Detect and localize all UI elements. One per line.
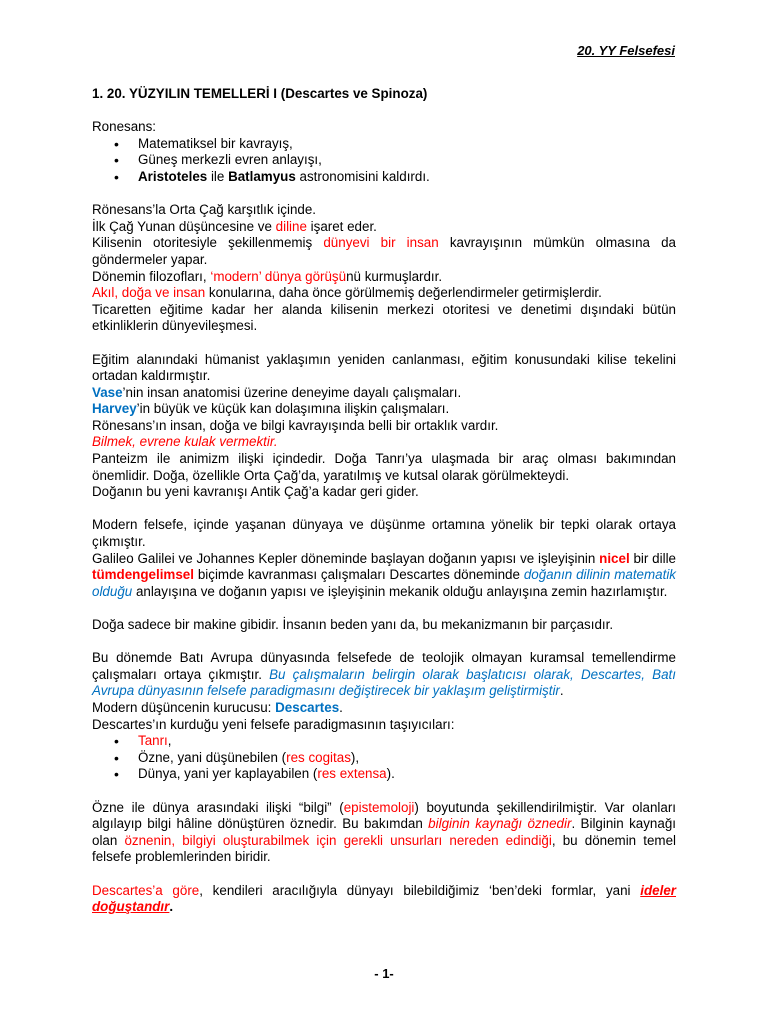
paragraph-innate-ideas: Descartes’a göre, kendileri aracılığıyla dünyayı bilebildiğimiz ‘ben’deki formlar, yani ideler doğuştandır. [92, 882, 676, 915]
paragraph-nature-machine: Doğa sadece bir makine gibidir. İnsanın beden yanı da, bu mekanizmanın bir parçasıdır. [92, 617, 614, 632]
text-line: Ticaretten eğitime kadar her alanda kilisenin merkezi otoritesi ve denetimi dışındaki bütün etkinliklerin dünyevileşmesi. [92, 301, 676, 334]
running-header: 20. YY Felsefesi [577, 43, 675, 58]
text-line: İlk Çağ Yunan düşüncesine ve diline işaret eder. [92, 218, 377, 234]
list-item: • Dünya, yani yer kaplayabilen (res extensa). [92, 766, 676, 783]
text-line: Dönemin filozofları, ‘modern’ dünya görüşünü kurmuşlardır. [92, 268, 443, 284]
paragraph-renaissance [92, 202, 676, 335]
text-line: Vase’nin insan anatomisi üzerine deneyime dayalı çalışmaları. [92, 384, 462, 400]
ronesans-list [92, 136, 676, 186]
text-line: Bilmek, evrene kulak vermektir. [92, 434, 278, 450]
list-item: • Aristoteles ile Batlamyus astronomisini kaldırdı. [92, 169, 676, 186]
list-item: • Matematiksel bir kavrayış, [92, 136, 676, 153]
text-line: Panteizm ile animizm ilişki içindedir. Doğa Tanrı’ya ulaşmada bir araç olması bakımından önemlidir. Doğa, özellikle Orta Çağ’da, yaratılmış ve kutsal olarak görülmekteydi. [92, 451, 676, 483]
text-line: Modern düşüncenin kurucusu: Descartes. [92, 699, 343, 715]
text-line: Modern felsefe, içinde yaşanan dünyaya ve düşünme ortamına yönelik bir tepki olarak ortaya çıkmıştır. [92, 517, 676, 550]
section-title: 1. 20. YÜZYILIN TEMELLERİ I (Descartes ve Spinoza) [92, 86, 428, 101]
text-line: Rönesans’la Orta Çağ karşıtlık içinde. [92, 202, 317, 218]
text-line: Descartes’ın kurduğu yeni felsefe paradigmasının taşıyıcıları: [92, 716, 455, 732]
paragraph-humanism [92, 352, 676, 501]
list-item: • Tanrı, [92, 733, 676, 750]
paragraph-modern-philosophy [92, 517, 676, 600]
text-line: Akıl, doğa ve insan konularına, daha önce görülmemiş değerlendirmeler getirmişlerdir. [92, 285, 602, 301]
paradigm-list [92, 733, 676, 783]
text-line: Doğanın bu yeni kavranışı Antik Çağ’a kadar geri gider. [92, 484, 419, 500]
text-line: Galileo Galilei ve Johannes Kepler döneminde başlayan doğanın yapısı ve işleyişinin nicel bir dille tümdengelimsel biçimde kavranması çalışmaları Descartes döneminde doğanın dilinin matematik olduğu anlayışına ve doğanın yapısı ve işleyişinin mekanik olduğu anlayışına zemin hazırlamıştır. [92, 550, 676, 599]
list-item: • Özne, yani düşünebilen (res cogitas), [92, 750, 676, 767]
paragraph-epistemology: Özne ile dünya arasındaki ilişki “bilgi” (epistemoloji) boyutunda şekillendirilmiştir. Var olanları algılayıp bilgi hâline dönüştüren öznedir. Bu bakımdan bilginin kaynağı öznedir. Bilginin kaynağı olan öznenin, bilgiyi oluşturabilmek için gerekli unsurları nereden edindiği, bu dönemin temel felsefe problemlerinden biridir. [92, 799, 677, 865]
paragraph-descartes [92, 650, 676, 783]
text-line: Rönesans’ın insan, doğa ve bilgi kavrayışında belli bir ortaklık vardır. [92, 417, 499, 433]
ronesans-label: Ronesans: [92, 119, 157, 135]
text-line: Bu dönemde Batı Avrupa dünyasında felsefede de teolojik olmayan kuramsal temellendirme çalışmaları ortaya çıkmıştır. Bu çalışmaların belirgin olarak başlatıcısı olarak, Descartes, Batı Avrupa dünyasının felsefe paradigmasını değiştirecek bir yaklaşım geliştirmiştir. [92, 650, 676, 699]
list-item: • Güneş merkezli evren anlayışı, [92, 152, 676, 169]
text-line: Harvey’in büyük ve küçük kan dolaşımına ilişkin çalışmaları. [92, 401, 450, 417]
page-number: - 1- [374, 966, 394, 981]
text-line: Kilisenin otoritesiyle şekillenmemiş dünyevi bir insan kavrayışının mümkün olmasına da göndermeler yapar. [92, 235, 676, 267]
text-line: Eğitim alanındaki hümanist yaklaşımın yeniden canlanması, eğitim konusundaki kilise tekelini ortadan kaldırmıştır. [92, 351, 676, 384]
document-body [92, 86, 676, 916]
